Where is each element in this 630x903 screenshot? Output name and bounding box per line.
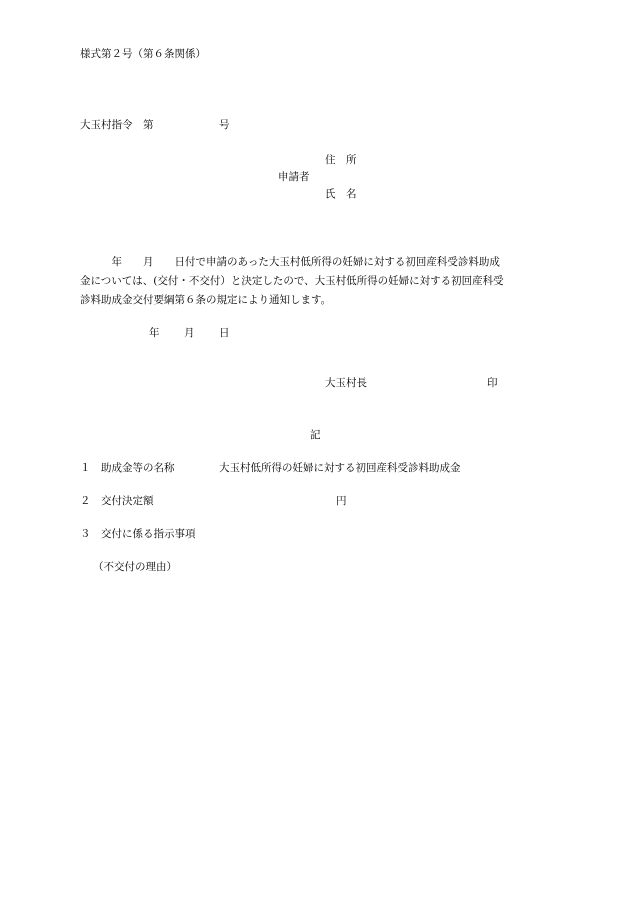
directive-prefix: 大玉村指令 第: [80, 119, 154, 131]
applicant-address-label: 住 所: [325, 154, 357, 166]
body-line-1: 年 月 日付で申請のあった大玉村低所得の妊婦に対する初回産科受診料助成: [80, 256, 500, 268]
body-line-2: 金については、(交付・不交付）と決定したので、大玉村低所得の妊婦に対する初回産科受: [80, 275, 504, 287]
notification-body: [80, 253, 556, 310]
item-2-yen-unit: 円: [336, 495, 347, 507]
applicant-heading: 申請者: [278, 171, 310, 183]
ki-heading: 記: [310, 429, 321, 441]
form-label: 様式第２号（第６条関係）: [80, 48, 206, 60]
applicant-name-label: 氏 名: [325, 188, 357, 200]
item-1-value: 大玉村低所得の妊婦に対する初回産科受診料助成金: [219, 462, 461, 474]
seal-mark: 印: [487, 377, 498, 389]
date-year: 年: [149, 327, 160, 339]
item-2-label: ２ 交付決定額: [80, 495, 154, 507]
item-3-label: ３ 交付に係る指示事項: [80, 528, 196, 540]
issuer-title: 大玉村長: [325, 377, 367, 389]
date-day: 日: [219, 327, 230, 339]
item-1-label: １ 助成金等の名称: [80, 462, 175, 474]
body-line-3: 診料助成金交付要綱第６条の規定により通知します。: [80, 294, 332, 306]
non-grant-reason-note: （不交付の理由）: [93, 561, 177, 573]
directive-number-suffix: 号: [219, 119, 230, 131]
date-month: 月: [184, 327, 195, 339]
